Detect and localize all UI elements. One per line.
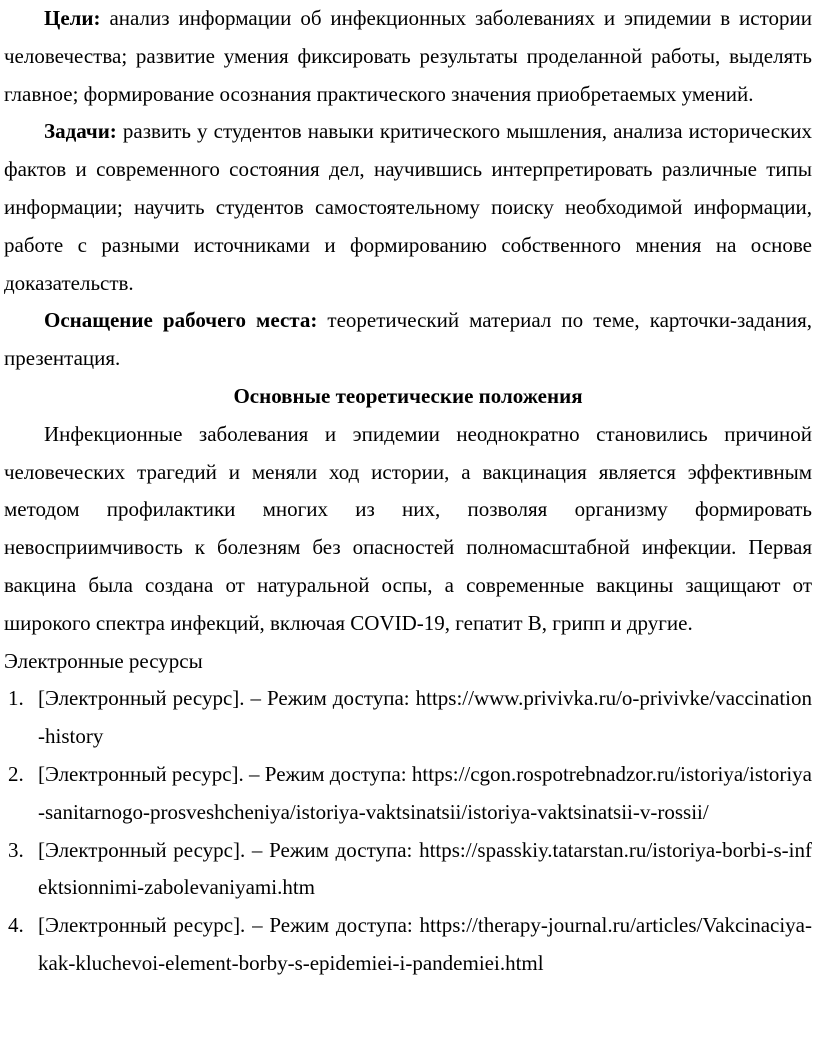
goals-label: Цели: (44, 6, 101, 30)
tasks-paragraph (4, 113, 812, 302)
list-item (4, 832, 812, 908)
list-item-number: 4. (8, 913, 24, 938)
equipment-text: теоретический материал по теме, карточки-задания, презентация. (4, 308, 812, 371)
theory-paragraph: Инфекционные заболевания и эпидемии неоднократно становились причиной человеческих трагедий и меняли ход истории, а вакцинация является эффективным методом профилактики многих из них, позволяя организму формировать невосприимчивость к болезням без опасностей полномасштабной инфекции. Первая вакцина была создана от натуральной оспы, а современные вакцины защищают от широкого спектра инфекций, включая COVID-19, гепатит В, грипп и другие. (4, 421, 812, 635)
theory-heading: Основные теоретические положения (233, 383, 583, 408)
equipment-paragraph (4, 302, 812, 378)
resources-list (4, 680, 812, 982)
list-item (4, 907, 812, 983)
resources-heading: Электронные ресурсы (4, 648, 203, 673)
list-item (4, 756, 812, 832)
list-item-text: [Электронный ресурс]. – Режим доступа: https://spasskiy.tatarstan.ru/istoriya-borbi-s-infektsionnimi-zabolevaniyami.htm (38, 837, 812, 900)
tasks-label: Задачи: (44, 119, 117, 144)
equipment-label: Оснащение рабочего места: (44, 308, 318, 333)
tasks-text: развить у студентов навыки критического мышления, анализа исторических фактов и современного состояния дел, научившись интерпретировать различные типы информации; научить студентов самостоятельному поиску необходимой информации, работе с разными источниками и формированию собственного мнения на основе доказательств. (4, 119, 812, 295)
goals-paragraph (4, 0, 812, 113)
list-item (4, 680, 812, 756)
list-item-number: 2. (8, 761, 24, 786)
goals-text: анализ информации об инфекционных заболеваниях и эпидемии в истории человечества; развитие умения фиксировать результаты проделанной работы, выделять главное; формирование осознания практического значения приобретаемых умений. (4, 6, 812, 106)
list-item-text: [Электронный ресурс]. – Режим доступа: https://cgon.rospotrebnadzor.ru/istoriya/istoriya-sanitarnogo-prosveshcheniya/istoriya-vaktsinatsii/istoriya-vaktsinatsii-v-rossii/ (38, 761, 812, 824)
document-page (4, 0, 812, 983)
list-item-number: 1. (8, 686, 24, 711)
list-item-text: [Электронный ресурс]. – Режим доступа: https://www.privivka.ru/o-privivke/vaccination-history (38, 686, 812, 749)
list-item-text: [Электронный ресурс]. – Режим доступа: https://therapy-journal.ru/articles/Vakcinaciya-kak-kluchevoi-element-borby-s-epidemiei-i-pandemiei.html (38, 913, 812, 975)
list-item-number: 3. (8, 837, 24, 862)
